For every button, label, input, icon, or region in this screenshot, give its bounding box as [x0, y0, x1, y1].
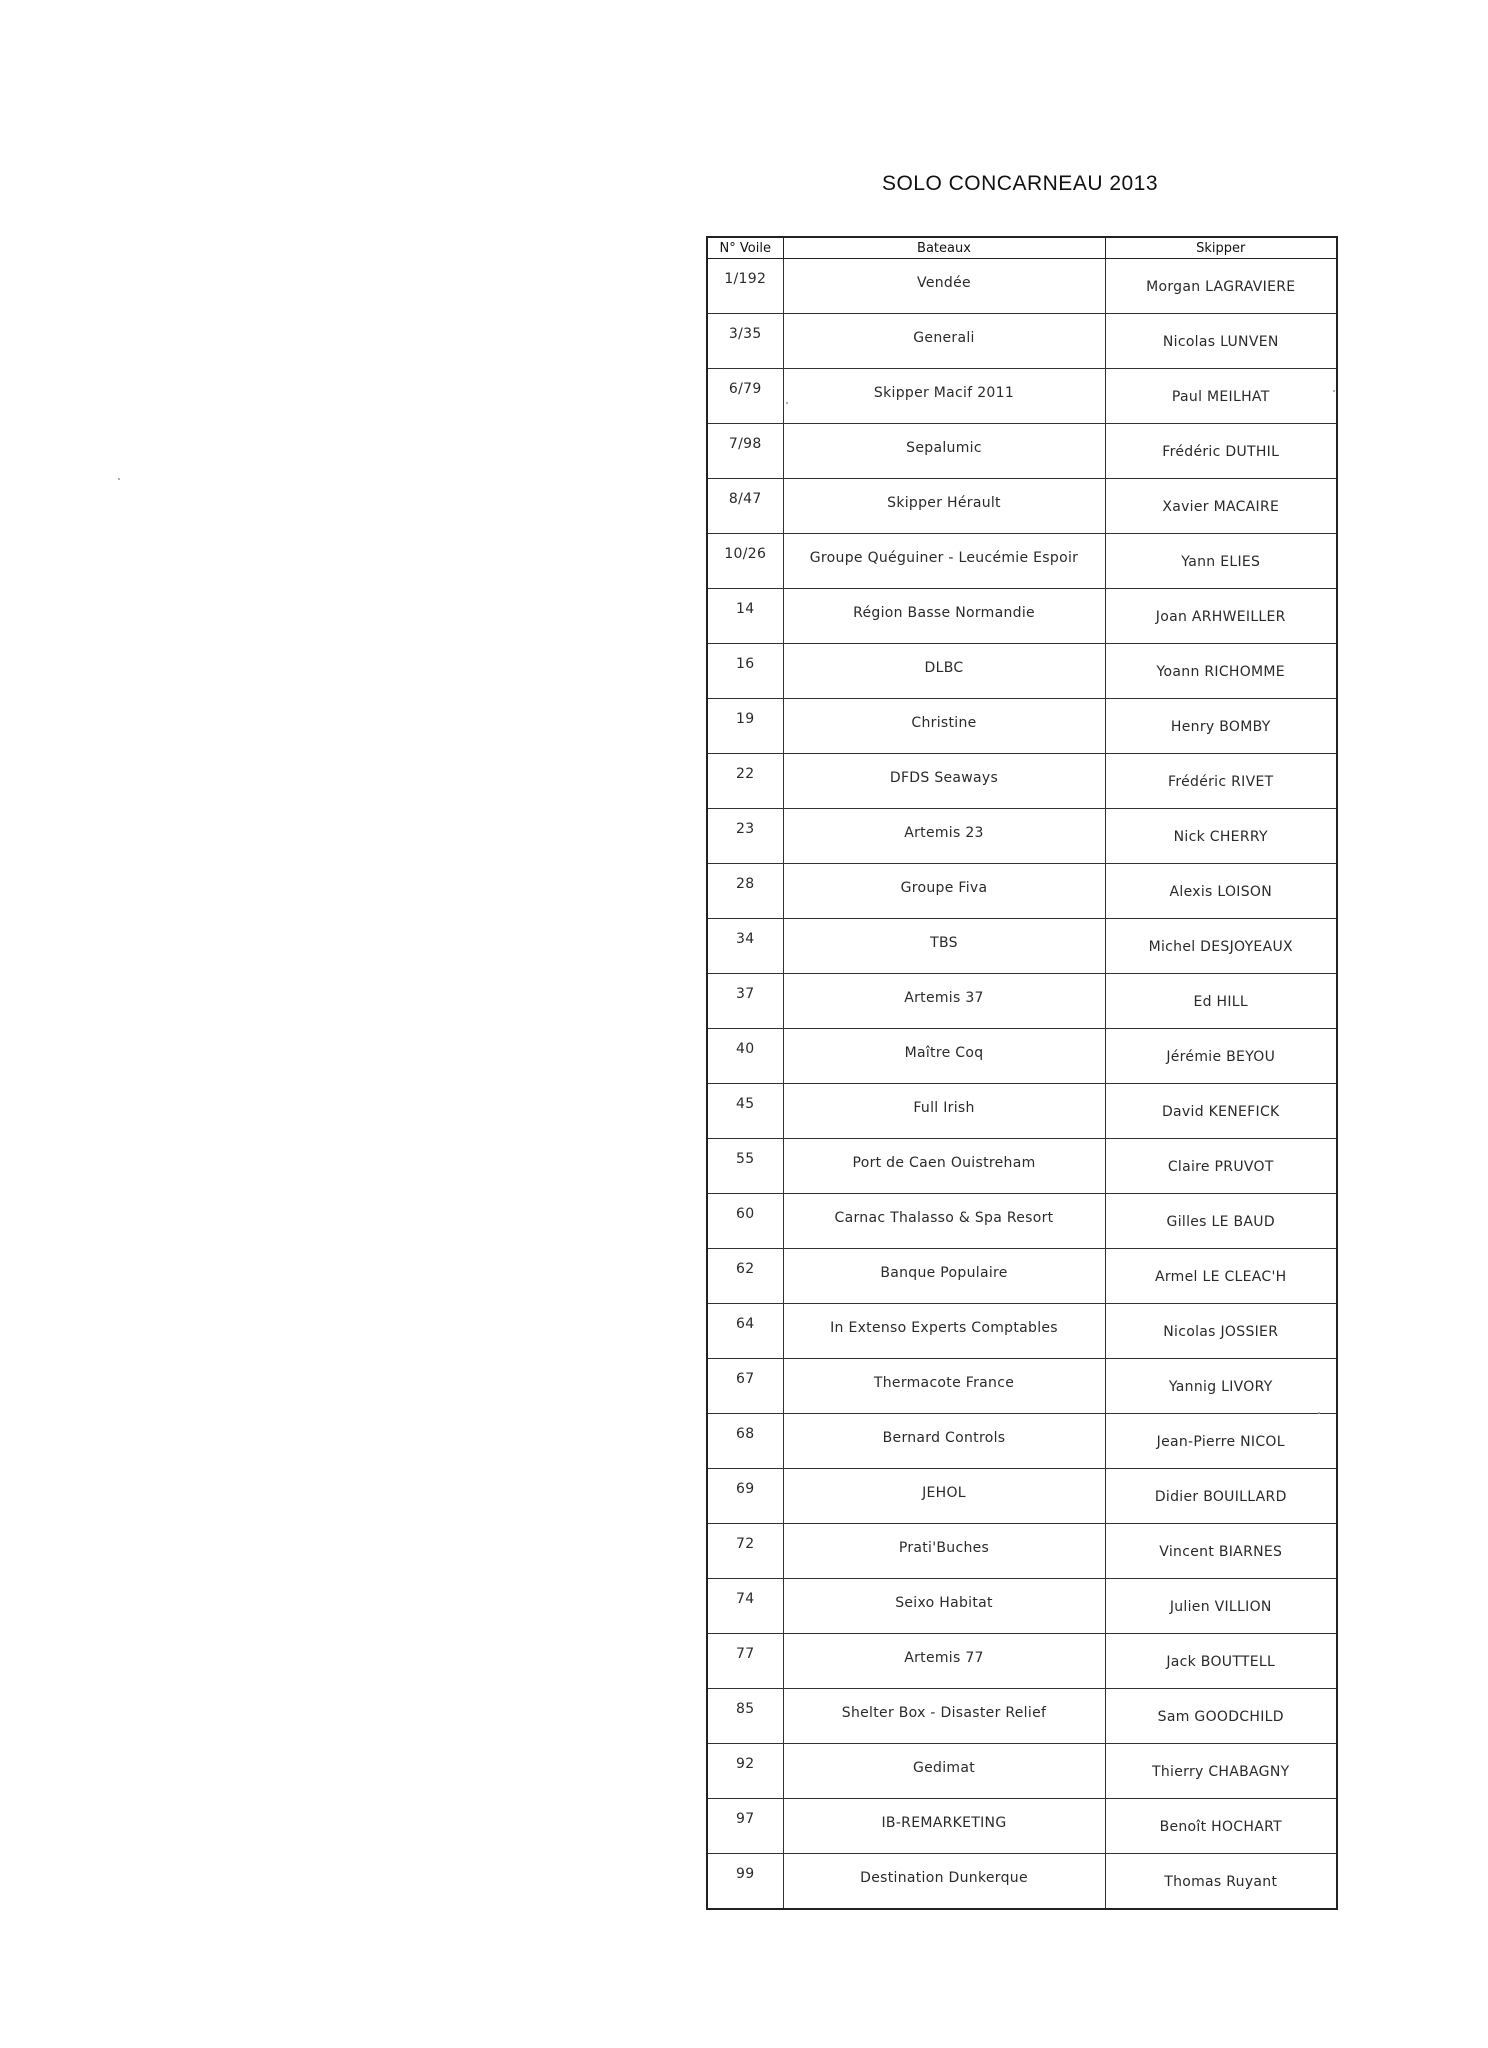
table-row — [707, 1304, 1337, 1359]
boat-name-cell: Gedimat — [783, 1744, 1105, 1799]
boat-name-cell: Groupe Quéguiner - Leucémie Espoir — [783, 534, 1105, 589]
table-row — [707, 1744, 1337, 1799]
table-row — [707, 919, 1337, 974]
skipper-name-cell: Paul MEILHAT — [1105, 369, 1337, 424]
boat-name-cell: Shelter Box - Disaster Relief — [783, 1689, 1105, 1744]
boat-name-cell: In Extenso Experts Comptables — [783, 1304, 1105, 1359]
skipper-name-cell: Julien VILLION — [1105, 1579, 1337, 1634]
skipper-name-cell: Nicolas LUNVEN — [1105, 314, 1337, 369]
boat-name-cell: Thermacote France — [783, 1359, 1105, 1414]
sail-number-cell: 34 — [707, 919, 783, 974]
boat-name-cell: Carnac Thalasso & Spa Resort — [783, 1194, 1105, 1249]
table-row — [707, 1359, 1337, 1414]
table-row — [707, 644, 1337, 699]
boat-name-cell: Full Irish — [783, 1084, 1105, 1139]
skipper-name-cell: Vincent BIARNES — [1105, 1524, 1337, 1579]
table-row — [707, 1634, 1337, 1689]
sail-number-cell: 68 — [707, 1414, 783, 1469]
boat-name-cell: Artemis 23 — [783, 809, 1105, 864]
table-body — [707, 259, 1337, 1910]
sail-number-cell: 23 — [707, 809, 783, 864]
sail-number-cell: 55 — [707, 1139, 783, 1194]
skipper-name-cell: Yoann RICHOMME — [1105, 644, 1337, 699]
boat-name-cell: Banque Populaire — [783, 1249, 1105, 1304]
table-row — [707, 1414, 1337, 1469]
sail-number-cell: 7/98 — [707, 424, 783, 479]
sail-number-cell: 85 — [707, 1689, 783, 1744]
header-skipper: Skipper — [1105, 237, 1337, 259]
sail-number-cell: 92 — [707, 1744, 783, 1799]
skipper-name-cell: Gilles LE BAUD — [1105, 1194, 1337, 1249]
sail-number-cell: 67 — [707, 1359, 783, 1414]
scan-speck — [786, 402, 788, 404]
table-row — [707, 1249, 1337, 1304]
sail-number-cell: 10/26 — [707, 534, 783, 589]
table-row — [707, 974, 1337, 1029]
table-row — [707, 1524, 1337, 1579]
sail-number-cell: 97 — [707, 1799, 783, 1854]
skipper-name-cell: Xavier MACAIRE — [1105, 479, 1337, 534]
boat-name-cell: Skipper Hérault — [783, 479, 1105, 534]
sail-number-cell: 16 — [707, 644, 783, 699]
skipper-name-cell: Henry BOMBY — [1105, 699, 1337, 754]
skipper-name-cell: Thomas Ruyant — [1105, 1854, 1337, 1910]
boat-name-cell: Generali — [783, 314, 1105, 369]
table-row — [707, 1194, 1337, 1249]
table-row — [707, 479, 1337, 534]
boat-name-cell: Sepalumic — [783, 424, 1105, 479]
table-row — [707, 1854, 1337, 1910]
sail-number-cell: 19 — [707, 699, 783, 754]
boat-name-cell: Prati'Buches — [783, 1524, 1105, 1579]
sail-number-cell: 64 — [707, 1304, 783, 1359]
sail-number-cell: 62 — [707, 1249, 783, 1304]
skipper-name-cell: Armel LE CLEAC'H — [1105, 1249, 1337, 1304]
table-row — [707, 589, 1337, 644]
boat-name-cell: TBS — [783, 919, 1105, 974]
table-row — [707, 259, 1337, 314]
table-row — [707, 754, 1337, 809]
skipper-name-cell: Alexis LOISON — [1105, 864, 1337, 919]
boat-name-cell: Destination Dunkerque — [783, 1854, 1105, 1910]
skipper-name-cell: Joan ARHWEILLER — [1105, 589, 1337, 644]
table-row — [707, 1689, 1337, 1744]
boat-name-cell: DFDS Seaways — [783, 754, 1105, 809]
table-row — [707, 864, 1337, 919]
boat-name-cell: DLBC — [783, 644, 1105, 699]
table-row — [707, 424, 1337, 479]
table-row — [707, 1029, 1337, 1084]
skipper-name-cell: Frédéric RIVET — [1105, 754, 1337, 809]
skipper-name-cell: David KENEFICK — [1105, 1084, 1337, 1139]
header-sail-number: N° Voile — [707, 237, 783, 259]
boat-name-cell: Artemis 37 — [783, 974, 1105, 1029]
table-row — [707, 1139, 1337, 1194]
boat-name-cell: Maître Coq — [783, 1029, 1105, 1084]
sail-number-cell: 60 — [707, 1194, 783, 1249]
header-boat: Bateaux — [783, 237, 1105, 259]
sail-number-cell: 1/192 — [707, 259, 783, 314]
boat-name-cell: IB-REMARKETING — [783, 1799, 1105, 1854]
sail-number-cell: 22 — [707, 754, 783, 809]
sail-number-cell: 72 — [707, 1524, 783, 1579]
entry-list-table — [706, 236, 1338, 1910]
skipper-name-cell: Yann ELIES — [1105, 534, 1337, 589]
sail-number-cell: 6/79 — [707, 369, 783, 424]
sail-number-cell: 40 — [707, 1029, 783, 1084]
table-row — [707, 1084, 1337, 1139]
skipper-name-cell: Claire PRUVOT — [1105, 1139, 1337, 1194]
boat-name-cell: Port de Caen Ouistreham — [783, 1139, 1105, 1194]
skipper-name-cell: Morgan LAGRAVIERE — [1105, 259, 1337, 314]
sail-number-cell: 99 — [707, 1854, 783, 1910]
skipper-name-cell: Jean-Pierre NICOL — [1105, 1414, 1337, 1469]
table-row — [707, 1579, 1337, 1634]
scan-speck — [118, 478, 120, 480]
skipper-name-cell: Nicolas JOSSIER — [1105, 1304, 1337, 1359]
table-header-row — [707, 237, 1337, 259]
table-row — [707, 314, 1337, 369]
sail-number-cell: 37 — [707, 974, 783, 1029]
skipper-name-cell: Thierry CHABAGNY — [1105, 1744, 1337, 1799]
table-row — [707, 1469, 1337, 1524]
sail-number-cell: 3/35 — [707, 314, 783, 369]
table-row — [707, 699, 1337, 754]
scan-speck — [1318, 1412, 1320, 1414]
table-row — [707, 534, 1337, 589]
skipper-name-cell: Sam GOODCHILD — [1105, 1689, 1337, 1744]
table-row — [707, 369, 1337, 424]
skipper-name-cell: Benoît HOCHART — [1105, 1799, 1337, 1854]
skipper-name-cell: Didier BOUILLARD — [1105, 1469, 1337, 1524]
sail-number-cell: 77 — [707, 1634, 783, 1689]
boat-name-cell: JEHOL — [783, 1469, 1105, 1524]
skipper-name-cell: Frédéric DUTHIL — [1105, 424, 1337, 479]
skipper-name-cell: Jérémie BEYOU — [1105, 1029, 1337, 1084]
boat-name-cell: Seixo Habitat — [783, 1579, 1105, 1634]
scan-speck — [1333, 390, 1335, 392]
boat-name-cell: Christine — [783, 699, 1105, 754]
skipper-name-cell: Nick CHERRY — [1105, 809, 1337, 864]
skipper-name-cell: Yannig LIVORY — [1105, 1359, 1337, 1414]
table-row — [707, 1799, 1337, 1854]
page-title: SOLO CONCARNEAU 2013 — [881, 172, 1159, 195]
boat-name-cell: Skipper Macif 2011 — [783, 369, 1105, 424]
sail-number-cell: 69 — [707, 1469, 783, 1524]
boat-name-cell: Région Basse Normandie — [783, 589, 1105, 644]
boat-name-cell: Artemis 77 — [783, 1634, 1105, 1689]
boat-name-cell: Vendée — [783, 259, 1105, 314]
sail-number-cell: 45 — [707, 1084, 783, 1139]
skipper-name-cell: Jack BOUTTELL — [1105, 1634, 1337, 1689]
table-row — [707, 809, 1337, 864]
boat-name-cell: Groupe Fiva — [783, 864, 1105, 919]
sail-number-cell: 74 — [707, 1579, 783, 1634]
sail-number-cell: 14 — [707, 589, 783, 644]
skipper-name-cell: Ed HILL — [1105, 974, 1337, 1029]
sail-number-cell: 8/47 — [707, 479, 783, 534]
skipper-name-cell: Michel DESJOYEAUX — [1105, 919, 1337, 974]
sail-number-cell: 28 — [707, 864, 783, 919]
boat-name-cell: Bernard Controls — [783, 1414, 1105, 1469]
